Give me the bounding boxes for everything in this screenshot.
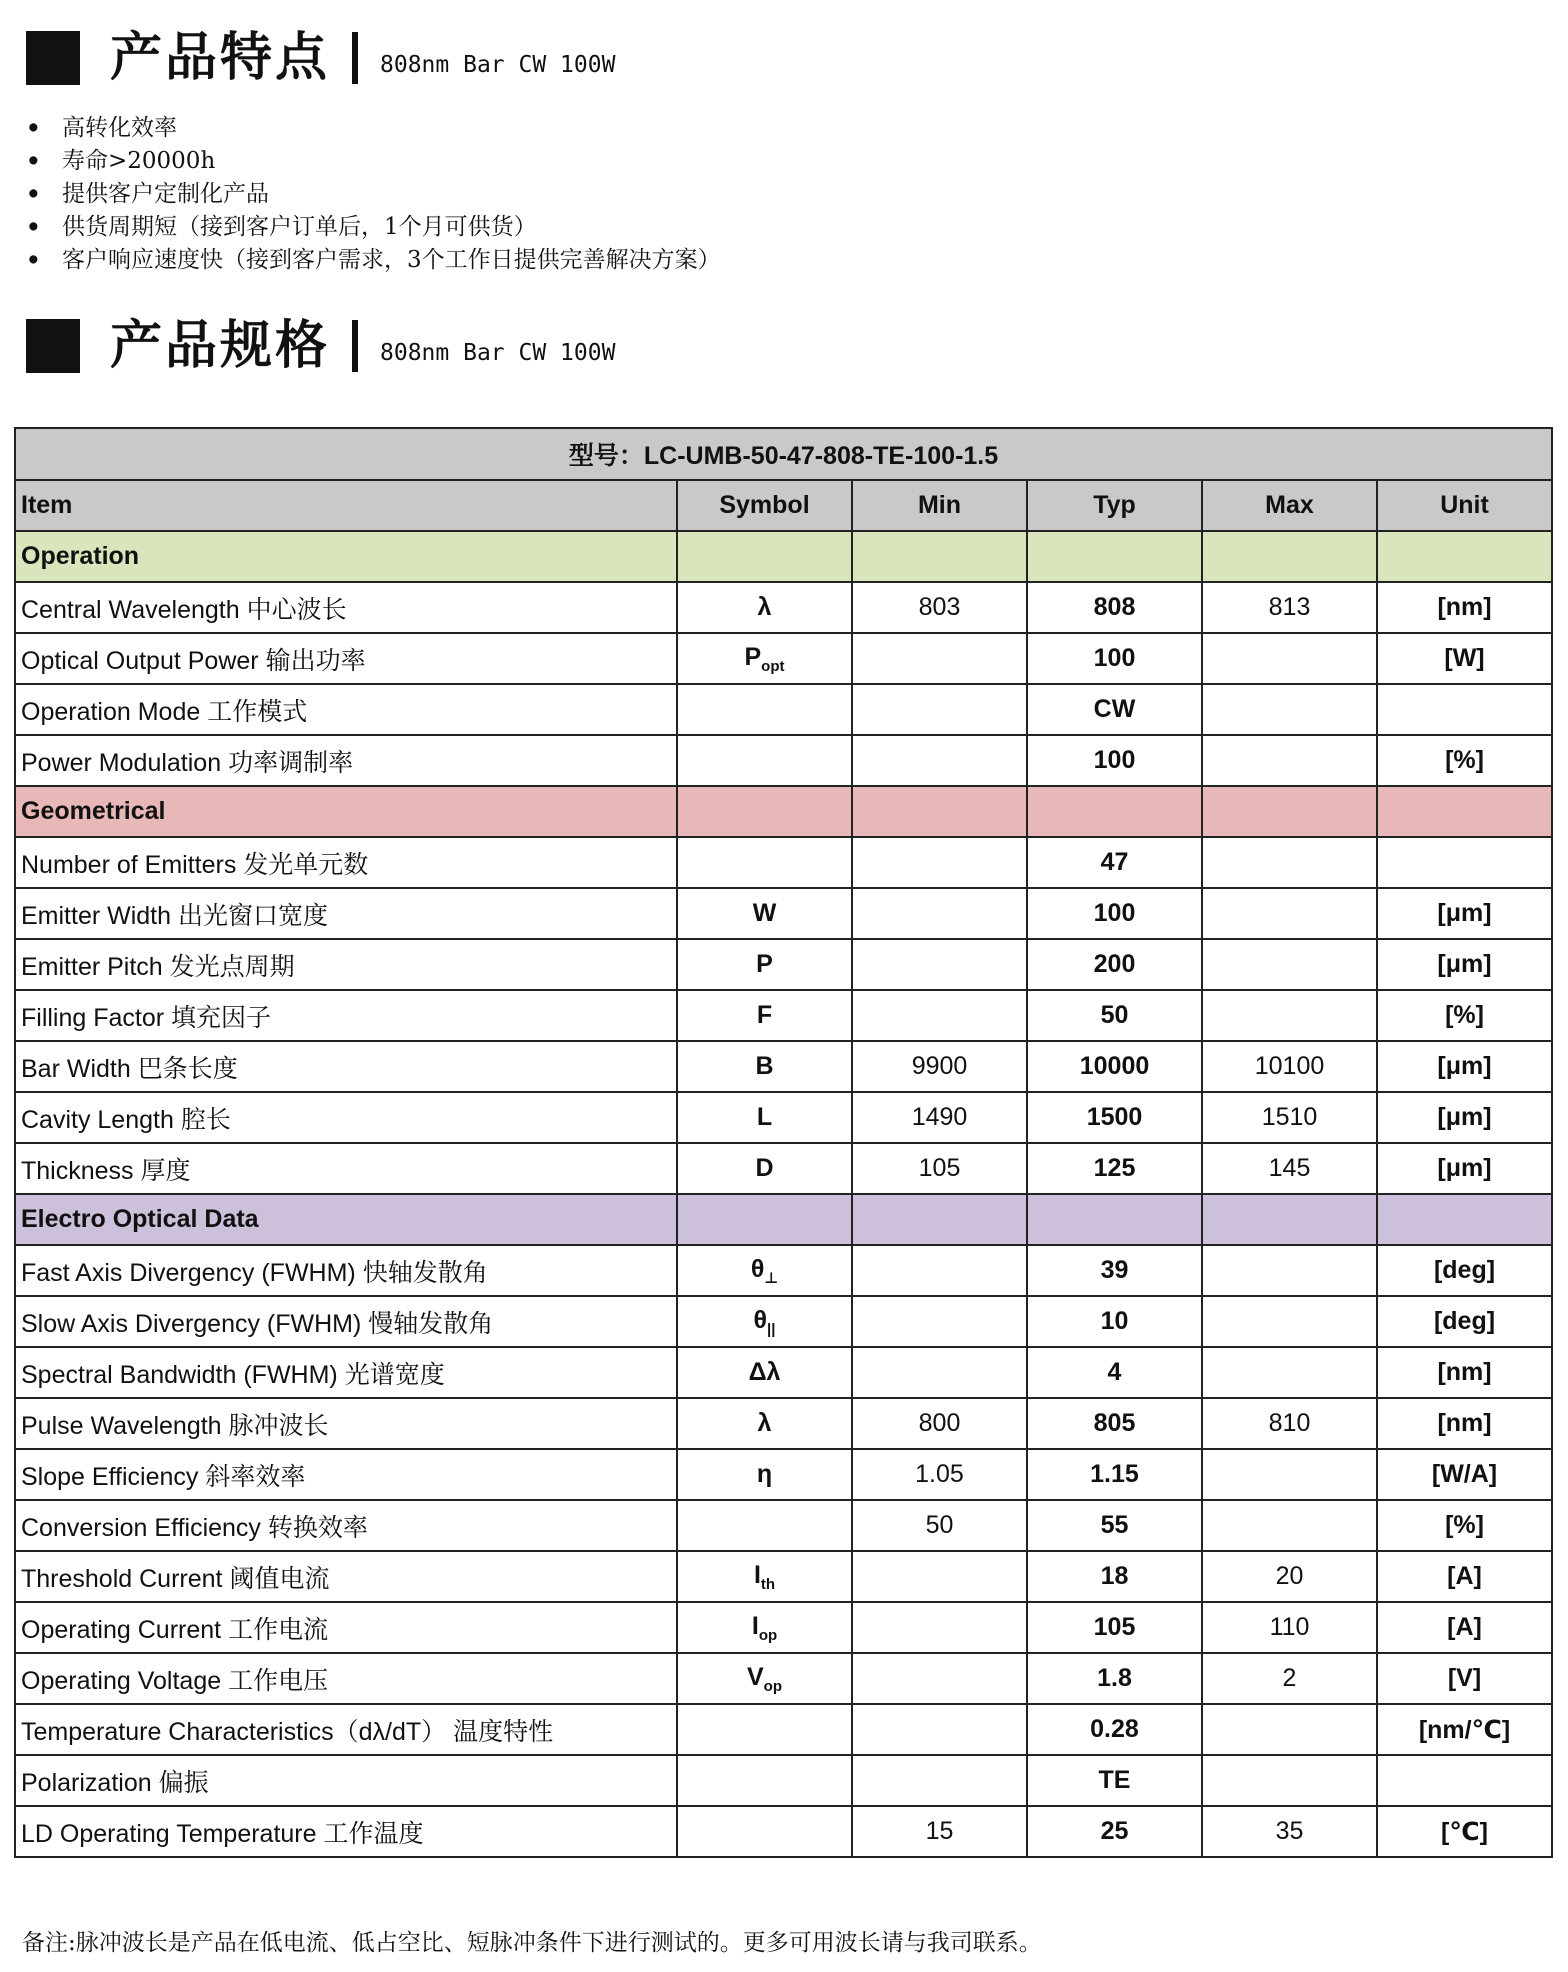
header-symbol: Symbol [677,480,852,531]
max-cell [1202,1500,1377,1551]
item-cell [15,1296,677,1347]
table-row [15,1704,1552,1755]
item-en: Fast Axis Divergency (FWHM) [21,1258,356,1287]
item-zh: 输出功率 [265,645,366,675]
symbol-cell [677,1296,852,1347]
symbol-cell [677,633,852,684]
section-cell [1377,786,1552,837]
section-cell [677,531,852,582]
item-en: Temperature Characteristics（dλ/dT） [21,1717,447,1746]
symbol: I [753,1560,761,1589]
typ-cell: 805 [1027,1398,1202,1449]
table-row [15,1500,1552,1551]
item-zh: 工作温度 [323,1818,424,1848]
table-row [15,990,1552,1041]
symbol: I [751,1611,759,1640]
heading-divider [352,320,358,372]
section-name: Operation [15,531,677,582]
item-cell [15,1092,677,1143]
min-cell [852,837,1027,888]
table-row [15,837,1552,888]
header-max: Max [1202,480,1377,531]
item-en: Spectral Bandwidth (FWHM) [21,1360,338,1389]
typ-cell: 10 [1027,1296,1202,1347]
item-zh: 阈值电流 [229,1563,330,1593]
table-row [15,888,1552,939]
max-cell: 1510 [1202,1092,1377,1143]
unit-cell: [%] [1377,990,1552,1041]
min-cell [852,1653,1027,1704]
min-cell [852,1245,1027,1296]
item-cell [15,1551,677,1602]
item-zh: 工作模式 [207,696,308,726]
item-cell [15,1755,677,1806]
max-cell: 20 [1202,1551,1377,1602]
section-cell [1027,1194,1202,1245]
table-row [15,1347,1552,1398]
max-cell [1202,990,1377,1041]
typ-cell: 808 [1027,582,1202,633]
unit-cell: [A] [1377,1551,1552,1602]
item-cell [15,1143,677,1194]
feature-item [26,211,721,244]
table-row [15,1143,1552,1194]
min-cell [852,684,1027,735]
section-cell [1202,531,1377,582]
item-zh: 填充因子 [171,1002,272,1032]
max-cell [1202,1245,1377,1296]
item-zh: 巴条长度 [137,1053,238,1083]
feature-text: 客户响应速度快（接到客户需求，3个工作日提供完善解决方案） [62,247,721,273]
min-cell [852,633,1027,684]
section-cell [852,1194,1027,1245]
symbol: θ [753,1305,768,1334]
header-min: Min [852,480,1027,531]
max-cell [1202,1296,1377,1347]
section-name: Geometrical [15,786,677,837]
section-cell [677,1194,852,1245]
symbol-subscript: opt [761,657,785,675]
min-cell [852,1296,1027,1347]
symbol-subscript: op [763,1677,782,1695]
item-zh: 厚度 [140,1155,191,1185]
heading-divider [352,32,358,84]
item-en: Threshold Current [21,1564,223,1593]
unit-cell: [%] [1377,1500,1552,1551]
symbol: λ [757,593,772,621]
bullet-icon: • [26,115,41,142]
feature-text: 供货周期短（接到客户订单后，1个月可供货） [62,214,537,240]
header-item: Item [15,480,677,531]
min-cell [852,990,1027,1041]
item-cell [15,1806,677,1857]
max-cell [1202,1347,1377,1398]
max-cell [1202,1755,1377,1806]
table-row [15,1551,1552,1602]
symbol-cell [677,1143,852,1194]
unit-cell: [μm] [1377,1041,1552,1092]
typ-cell: 1.15 [1027,1449,1202,1500]
unit-cell: [W] [1377,633,1552,684]
section-cell [677,786,852,837]
item-en: Slope Efficiency [21,1462,199,1491]
typ-cell: TE [1027,1755,1202,1806]
min-cell [852,735,1027,786]
item-cell [15,684,677,735]
typ-cell: 125 [1027,1143,1202,1194]
unit-cell: [W/A] [1377,1449,1552,1500]
item-zh: 光谱宽度 [344,1359,445,1389]
table-row [15,1806,1552,1857]
typ-cell: 1500 [1027,1092,1202,1143]
symbol-subscript: || [767,1320,776,1338]
symbol-cell [677,1500,852,1551]
symbol-cell [677,837,852,888]
max-cell [1202,888,1377,939]
item-zh: 发光点周期 [169,951,295,981]
header-unit: Unit [1377,480,1552,531]
table-row [15,1602,1552,1653]
item-cell [15,1347,677,1398]
item-zh: 功率调制率 [228,747,354,777]
section-cell [1027,786,1202,837]
table-row [15,1041,1552,1092]
symbol: F [756,1001,773,1029]
symbol-subscript: op [758,1626,778,1644]
min-cell: 803 [852,582,1027,633]
header-typ: Typ [1027,480,1202,531]
feature-text: 高转化效率 [62,115,177,141]
min-cell [852,888,1027,939]
typ-cell: 47 [1027,837,1202,888]
item-en: Bar Width [21,1054,131,1083]
table-row [15,1653,1552,1704]
item-en: Polarization [21,1768,152,1797]
unit-cell [1377,837,1552,888]
item-en: Central Wavelength [21,595,240,624]
spec-title: 产品规格 [110,315,331,376]
item-en: Pulse Wavelength [21,1411,222,1440]
table-row [15,684,1552,735]
section-cell [1202,786,1377,837]
item-zh: 脉冲波长 [228,1410,329,1440]
min-cell [852,939,1027,990]
symbol-cell [677,1602,852,1653]
max-cell [1202,1704,1377,1755]
max-cell: 813 [1202,582,1377,633]
item-zh: 工作电流 [228,1614,329,1644]
min-cell [852,1602,1027,1653]
symbol-subscript: th [760,1575,776,1593]
item-en: Operating Current [21,1615,222,1644]
spec-heading [26,314,615,378]
symbol-cell [677,582,852,633]
max-cell: 145 [1202,1143,1377,1194]
symbol: λ [757,1409,772,1437]
min-cell: 1.05 [852,1449,1027,1500]
unit-cell: [nm] [1377,1347,1552,1398]
table-row [15,1755,1552,1806]
item-cell [15,1449,677,1500]
unit-cell: [nm/℃] [1377,1704,1552,1755]
unit-cell: [μm] [1377,888,1552,939]
symbol: θ [750,1254,765,1283]
max-cell [1202,939,1377,990]
features-title: 产品特点 [110,27,331,88]
section-row [15,786,1552,837]
item-cell [15,582,677,633]
item-zh: 快轴发散角 [362,1257,488,1287]
heading-square-icon [26,31,80,85]
item-cell [15,735,677,786]
table-row [15,735,1552,786]
symbol: P [756,950,773,978]
typ-cell: 105 [1027,1602,1202,1653]
symbol: η [756,1460,773,1488]
footnote: 备注:脉冲波长是产品在低电流、低占空比、短脉冲条件下进行测试的。更多可用波长请与我司联系。 [22,1930,1042,1956]
item-zh: 工作电压 [228,1665,329,1695]
features-heading [26,26,615,90]
section-cell [1377,1194,1552,1245]
min-cell: 50 [852,1500,1027,1551]
section-cell [1377,531,1552,582]
item-en: Optical Output Power [21,646,259,675]
typ-cell: 25 [1027,1806,1202,1857]
symbol-cell [677,735,852,786]
typ-cell: 0.28 [1027,1704,1202,1755]
min-cell: 9900 [852,1041,1027,1092]
typ-cell: 10000 [1027,1041,1202,1092]
item-cell [15,1653,677,1704]
min-cell: 105 [852,1143,1027,1194]
unit-cell: [℃] [1377,1806,1552,1857]
unit-cell [1377,1755,1552,1806]
max-cell: 10100 [1202,1041,1377,1092]
table-row [15,582,1552,633]
max-cell: 110 [1202,1602,1377,1653]
feature-item [26,112,721,145]
unit-cell: [μm] [1377,1092,1552,1143]
min-cell [852,1704,1027,1755]
min-cell [852,1551,1027,1602]
item-en: Operating Voltage [21,1666,222,1695]
item-zh: 发光单元数 [243,849,369,879]
item-zh: 中心波长 [246,594,347,624]
max-cell [1202,684,1377,735]
bullet-icon: • [26,181,41,208]
bullet-icon: • [26,148,41,175]
item-en: Emitter Width [21,901,172,930]
unit-cell [1377,684,1552,735]
section-name: Electro Optical Data [15,1194,677,1245]
item-zh: 斜率效率 [205,1461,306,1491]
item-zh: 腔长 [180,1104,231,1134]
typ-cell: 200 [1027,939,1202,990]
unit-cell: [A] [1377,1602,1552,1653]
typ-cell: 55 [1027,1500,1202,1551]
item-en: Filling Factor [21,1003,165,1032]
unit-cell: [μm] [1377,939,1552,990]
typ-cell: CW [1027,684,1202,735]
table-row [15,1245,1552,1296]
symbol-cell [677,1347,852,1398]
item-cell [15,939,677,990]
symbol: V [746,1662,764,1691]
table-row [15,1092,1552,1143]
item-en: Cavity Length [21,1105,174,1134]
table-row [15,1398,1552,1449]
feature-text: 提供客户定制化产品 [62,181,269,207]
symbol: B [755,1052,774,1080]
heading-square-icon [26,319,80,373]
typ-cell: 39 [1027,1245,1202,1296]
symbol-cell [677,684,852,735]
item-cell [15,990,677,1041]
symbol-cell [677,1449,852,1500]
unit-cell: [nm] [1377,1398,1552,1449]
symbol-cell [677,939,852,990]
spec-table [14,427,1553,1858]
item-en: Operation Mode [21,697,201,726]
section-row [15,531,1552,582]
min-cell [852,1347,1027,1398]
unit-cell: [%] [1377,735,1552,786]
feature-item [26,145,721,178]
item-cell [15,1041,677,1092]
symbol: D [755,1154,774,1182]
symbol-cell [677,1092,852,1143]
feature-item [26,178,721,211]
max-cell [1202,633,1377,684]
symbol-cell [677,1653,852,1704]
item-cell [15,1602,677,1653]
unit-cell: [nm] [1377,582,1552,633]
max-cell [1202,735,1377,786]
section-cell [1027,531,1202,582]
max-cell [1202,837,1377,888]
item-cell [15,1398,677,1449]
typ-cell: 1.8 [1027,1653,1202,1704]
max-cell: 810 [1202,1398,1377,1449]
item-cell [15,1704,677,1755]
max-cell: 2 [1202,1653,1377,1704]
item-cell [15,1500,677,1551]
item-cell [15,633,677,684]
feature-item [26,244,721,277]
item-en: LD Operating Temperature [21,1819,317,1848]
table-row [15,1449,1552,1500]
symbol-cell [677,888,852,939]
item-cell [15,888,677,939]
max-cell [1202,1449,1377,1500]
bullet-icon: • [26,214,41,241]
item-cell [15,1245,677,1296]
item-zh: 转换效率 [267,1512,368,1542]
unit-cell: [deg] [1377,1296,1552,1347]
symbol: W [752,899,777,927]
typ-cell: 50 [1027,990,1202,1041]
item-en: Conversion Efficiency [21,1513,261,1542]
section-cell [852,786,1027,837]
item-zh: 偏振 [158,1767,209,1797]
symbol-cell [677,1245,852,1296]
symbol-cell [677,1806,852,1857]
item-en: Power Modulation [21,748,222,777]
symbol-cell [677,1704,852,1755]
symbol-cell [677,1551,852,1602]
unit-cell: [V] [1377,1653,1552,1704]
section-row [15,1194,1552,1245]
features-list [26,112,721,277]
min-cell [852,1755,1027,1806]
symbol-cell [677,1755,852,1806]
item-en: Emitter Pitch [21,952,163,981]
symbol-cell [677,990,852,1041]
min-cell: 1490 [852,1092,1027,1143]
header-row [15,480,1552,531]
item-zh: 出光窗口宽度 [177,900,328,930]
symbol-subscript: ⊥ [764,1269,779,1287]
item-zh: 温度特性 [453,1716,554,1746]
typ-cell: 18 [1027,1551,1202,1602]
unit-cell: [deg] [1377,1245,1552,1296]
typ-cell: 4 [1027,1347,1202,1398]
typ-cell: 100 [1027,735,1202,786]
unit-cell: [μm] [1377,1143,1552,1194]
symbol-cell [677,1041,852,1092]
item-cell [15,837,677,888]
feature-text: 寿命>20000h [62,148,216,174]
model-row [15,428,1552,480]
table-row [15,1296,1552,1347]
spec-subtitle: 808nm Bar CW 100W [380,340,616,366]
features-subtitle: 808nm Bar CW 100W [380,52,616,78]
max-cell: 35 [1202,1806,1377,1857]
item-en: Thickness [21,1156,134,1185]
item-en: Slow Axis Divergency (FWHM) [21,1309,362,1338]
symbol: P [744,642,762,671]
min-cell: 15 [852,1806,1027,1857]
min-cell: 800 [852,1398,1027,1449]
symbol-cell [677,1398,852,1449]
item-en: Number of Emitters [21,850,237,879]
item-zh: 慢轴发散角 [368,1308,494,1338]
table-row [15,939,1552,990]
section-cell [1202,1194,1377,1245]
symbol: Δλ [748,1358,781,1386]
bullet-icon: • [26,247,41,274]
model-number: 型号：LC-UMB-50-47-808-TE-100-1.5 [15,428,1552,480]
typ-cell: 100 [1027,633,1202,684]
symbol: L [756,1103,773,1131]
table-row [15,633,1552,684]
typ-cell: 100 [1027,888,1202,939]
section-cell [852,531,1027,582]
